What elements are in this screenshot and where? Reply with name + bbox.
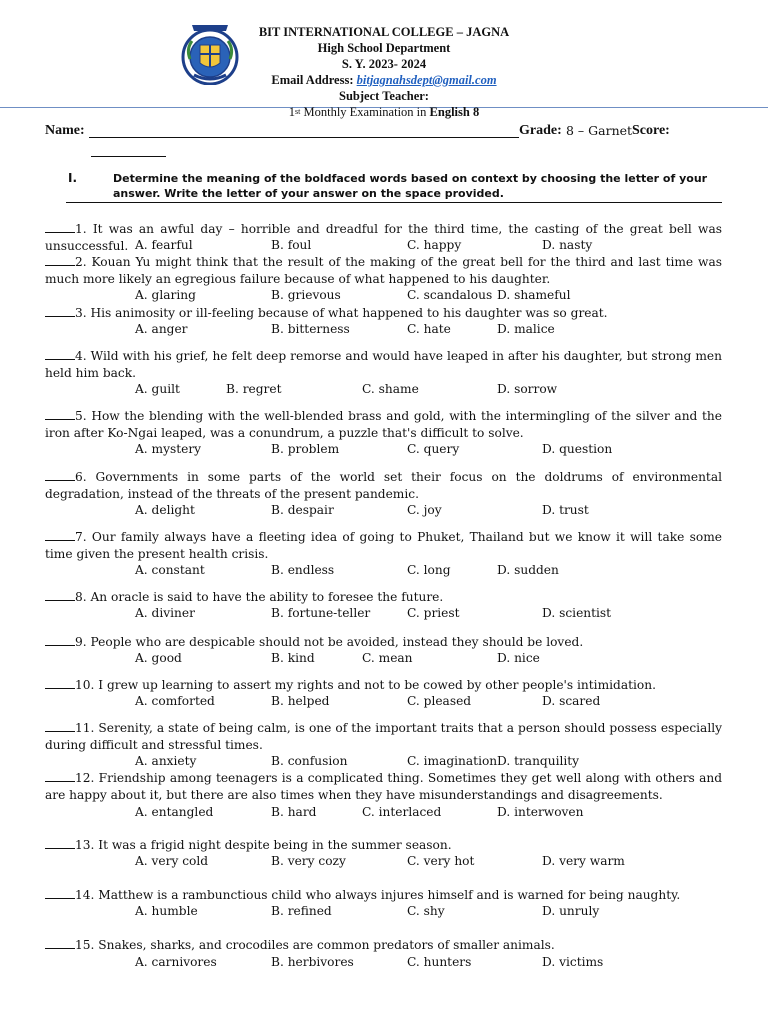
choice-a: A. humble: [135, 904, 198, 918]
question-text: 5. How the blending with the well-blended brass and gold, with the intermingling of the silver and the iron after Ko-Ngai leaped, was a conundrum, a puzzle that's difficult to solve.: [45, 409, 722, 440]
choice-row: [0, 651, 768, 667]
choice-b: B. grievous: [271, 288, 341, 302]
choice-d: D. malice: [497, 322, 555, 336]
score-field-line[interactable]: [91, 156, 166, 157]
question-text: 2. Kouan Yu might think that the result of the making of the great bell for the third and last time was much more likely an egregious failure because of what happened to his daughter.: [45, 255, 722, 286]
choice-a: A. mystery: [135, 442, 202, 456]
choice-row: [0, 694, 768, 710]
answer-blank[interactable]: [45, 677, 75, 689]
answer-blank[interactable]: [45, 348, 75, 360]
choice-row: [0, 322, 768, 338]
email-line: [0, 72, 768, 88]
question-4: [45, 348, 722, 381]
choice-d: D. nasty: [542, 238, 593, 252]
choice-c: C. happy: [407, 238, 462, 252]
school-name: BIT INTERNATIONAL COLLEGE – JAGNA: [258, 25, 510, 39]
choice-b: B. endless: [271, 563, 335, 577]
choice-a: A. anxiety: [135, 754, 197, 768]
choice-b: B. herbivores: [271, 955, 354, 969]
answer-blank[interactable]: [45, 408, 75, 420]
department: High School Department: [317, 41, 451, 55]
choice-a: A. carnivores: [135, 955, 217, 969]
choice-c: C. shame: [362, 382, 419, 396]
choice-d: D. scared: [542, 694, 601, 708]
instructions-text: Determine the meaning of the boldfaced words based on context by choosing the letter of your answer. Write the letter of your answer on the space provided.: [113, 172, 708, 200]
choice-b: B. helped: [271, 694, 330, 708]
score-label: Score:: [632, 123, 670, 138]
question-text: 1. It was an awful day – horrible and dreadful for the third time, the casting of the great bell was unsuccessful.: [45, 222, 722, 253]
choice-row: [0, 442, 768, 458]
choice-row: [0, 238, 768, 254]
question-12: [45, 770, 722, 803]
answer-blank[interactable]: [45, 837, 75, 849]
choice-d: D. sorrow: [497, 382, 558, 396]
choice-d: D. tranquility: [497, 754, 580, 768]
question-7: [45, 529, 722, 562]
email-label: Email Address:: [271, 73, 354, 87]
question-11: [45, 720, 722, 753]
choice-b: B. fortune-teller: [271, 606, 371, 620]
exam-subject: English 8: [429, 105, 480, 119]
question-text: 6. Governments in some parts of the world set their focus on the doldrums of environmental degradation, instead of the threats of the present pandemic.: [45, 470, 722, 501]
choice-b: B. hard: [271, 805, 317, 819]
choice-a: A. diviner: [135, 606, 195, 620]
choice-c: C. imagination: [407, 754, 498, 768]
question-text: 14. Matthew is a rambunctious child who always injures himself and is warned for being naughty.: [75, 888, 681, 902]
choice-d: D. victims: [542, 955, 604, 969]
choice-a: A. very cold: [135, 854, 209, 868]
choice-row: [0, 288, 768, 304]
choice-b: B. bitterness: [271, 322, 350, 336]
answer-blank[interactable]: [45, 937, 75, 949]
choice-c: C. shy: [407, 904, 445, 918]
question-14: [45, 887, 722, 904]
name-label: Name:: [45, 123, 85, 138]
choice-d: D. very warm: [542, 854, 625, 868]
instructions-divider: [66, 202, 722, 203]
question-text: 9. People who are despicable should not be avoided, instead they should be loved.: [75, 635, 584, 649]
choice-b: B. very cozy: [271, 854, 346, 868]
question-3: [45, 305, 722, 322]
choice-a: A. anger: [135, 322, 188, 336]
choice-b: B. kind: [271, 651, 315, 665]
choice-row: [0, 955, 768, 971]
exam-title-text: Monthly Examination in: [300, 105, 430, 119]
name-field-line[interactable]: [89, 137, 519, 138]
question-text: 13. It was a frigid night despite being in the summer season.: [75, 838, 452, 852]
answer-blank[interactable]: [45, 254, 75, 266]
question-9: [45, 634, 722, 651]
choice-a: A. glaring: [135, 288, 196, 302]
choice-row: [0, 503, 768, 519]
choice-d: D. unruly: [542, 904, 600, 918]
choice-row: [0, 805, 768, 821]
email-link[interactable]: bitjagnahsdept@gmail.com: [356, 73, 497, 87]
choice-b: B. refined: [271, 904, 332, 918]
answer-blank[interactable]: [45, 634, 75, 646]
answer-blank[interactable]: [45, 305, 75, 317]
question-10: [45, 677, 722, 694]
exam-title: [0, 104, 768, 120]
section-number: I.: [68, 171, 78, 185]
question-5: [45, 408, 722, 441]
choice-a: A. delight: [135, 503, 195, 517]
choice-c: C. query: [407, 442, 460, 456]
choice-a: A. entangled: [135, 805, 214, 819]
choice-c: C. scandalous: [407, 288, 493, 302]
choice-a: A. constant: [135, 563, 205, 577]
answer-blank[interactable]: [45, 469, 75, 481]
choice-c: C. hunters: [407, 955, 472, 969]
answer-blank[interactable]: [45, 589, 75, 601]
choice-c: C. very hot: [407, 854, 475, 868]
question-text: 8. An oracle is said to have the ability to foresee the future.: [75, 590, 444, 604]
choice-a: A. comforted: [135, 694, 215, 708]
choice-c: C. joy: [407, 503, 442, 517]
choice-row: [0, 904, 768, 920]
choice-row: [0, 606, 768, 622]
choice-c: C. long: [407, 563, 451, 577]
question-6: [45, 469, 722, 502]
choice-c: C. interlaced: [362, 805, 442, 819]
answer-blank[interactable]: [45, 770, 75, 782]
question-15: [45, 937, 722, 954]
question-text: 15. Snakes, sharks, and crocodiles are common predators of smaller animals.: [75, 938, 555, 952]
choice-d: D. nice: [497, 651, 540, 665]
question-2: [45, 254, 722, 287]
choice-d: D. interwoven: [497, 805, 584, 819]
choice-c: C. mean: [362, 651, 413, 665]
answer-blank[interactable]: [45, 720, 75, 732]
choice-b: B. despair: [271, 503, 334, 517]
choice-d: D. trust: [542, 503, 589, 517]
choice-c: C. priest: [407, 606, 460, 620]
choice-row: [0, 754, 768, 770]
school-year: S. Y. 2023- 2024: [341, 57, 427, 71]
choice-d: D. sudden: [497, 563, 559, 577]
question-8: [45, 589, 722, 606]
choice-b: B. confusion: [271, 754, 348, 768]
grade-value: 8 – Garnet: [566, 123, 633, 138]
choice-b: B. regret: [226, 382, 282, 396]
question-text: 10. I grew up learning to assert my rights and not to be cowed by other people's intimidation.: [75, 678, 656, 692]
question-text: 11. Serenity, a state of being calm, is one of the important traits that a person should possess especially during difficult and stressful times.: [45, 721, 722, 752]
question-text: 12. Friendship among teenagers is a complicated thing. Sometimes they get well along with others and are happy about it, but there are also times when they have misunderstandings and disagreements.: [45, 771, 722, 802]
choice-c: C. pleased: [407, 694, 472, 708]
choice-a: A. good: [135, 651, 182, 665]
choice-c: C. hate: [407, 322, 451, 336]
choice-b: B. problem: [271, 442, 340, 456]
school-header: [0, 24, 768, 104]
choice-a: A. guilt: [135, 382, 180, 396]
exam-ordinal-number: 1: [288, 105, 296, 119]
choice-d: D. shameful: [497, 288, 571, 302]
choice-row: [0, 563, 768, 579]
question-text: 4. Wild with his grief, he felt deep remorse and would have leaped in after his daughter, but strong men held him back.: [45, 349, 722, 380]
question-text: 3. His animosity or ill-feeling because of what happened to his daughter was so great.: [75, 306, 608, 320]
question-13: [45, 837, 722, 854]
question-text: 7. Our family always have a fleeting idea of going to Phuket, Thailand but we know it will take some time given the present health crisis.: [45, 530, 722, 561]
grade-label: Grade:: [519, 123, 562, 138]
choice-row: [0, 854, 768, 870]
answer-blank[interactable]: [45, 221, 75, 233]
exam-ordinal-suffix: st: [295, 107, 301, 116]
answer-blank[interactable]: [45, 887, 75, 899]
student-info-bar: [45, 123, 745, 141]
choice-b: B. foul: [271, 238, 312, 252]
answer-blank[interactable]: [45, 529, 75, 541]
choice-d: D. scientist: [542, 606, 612, 620]
choice-a: A. fearful: [135, 238, 193, 252]
choice-row: [0, 382, 768, 398]
subject-teacher-label: Subject Teacher:: [339, 89, 429, 103]
choice-d: D. question: [542, 442, 613, 456]
